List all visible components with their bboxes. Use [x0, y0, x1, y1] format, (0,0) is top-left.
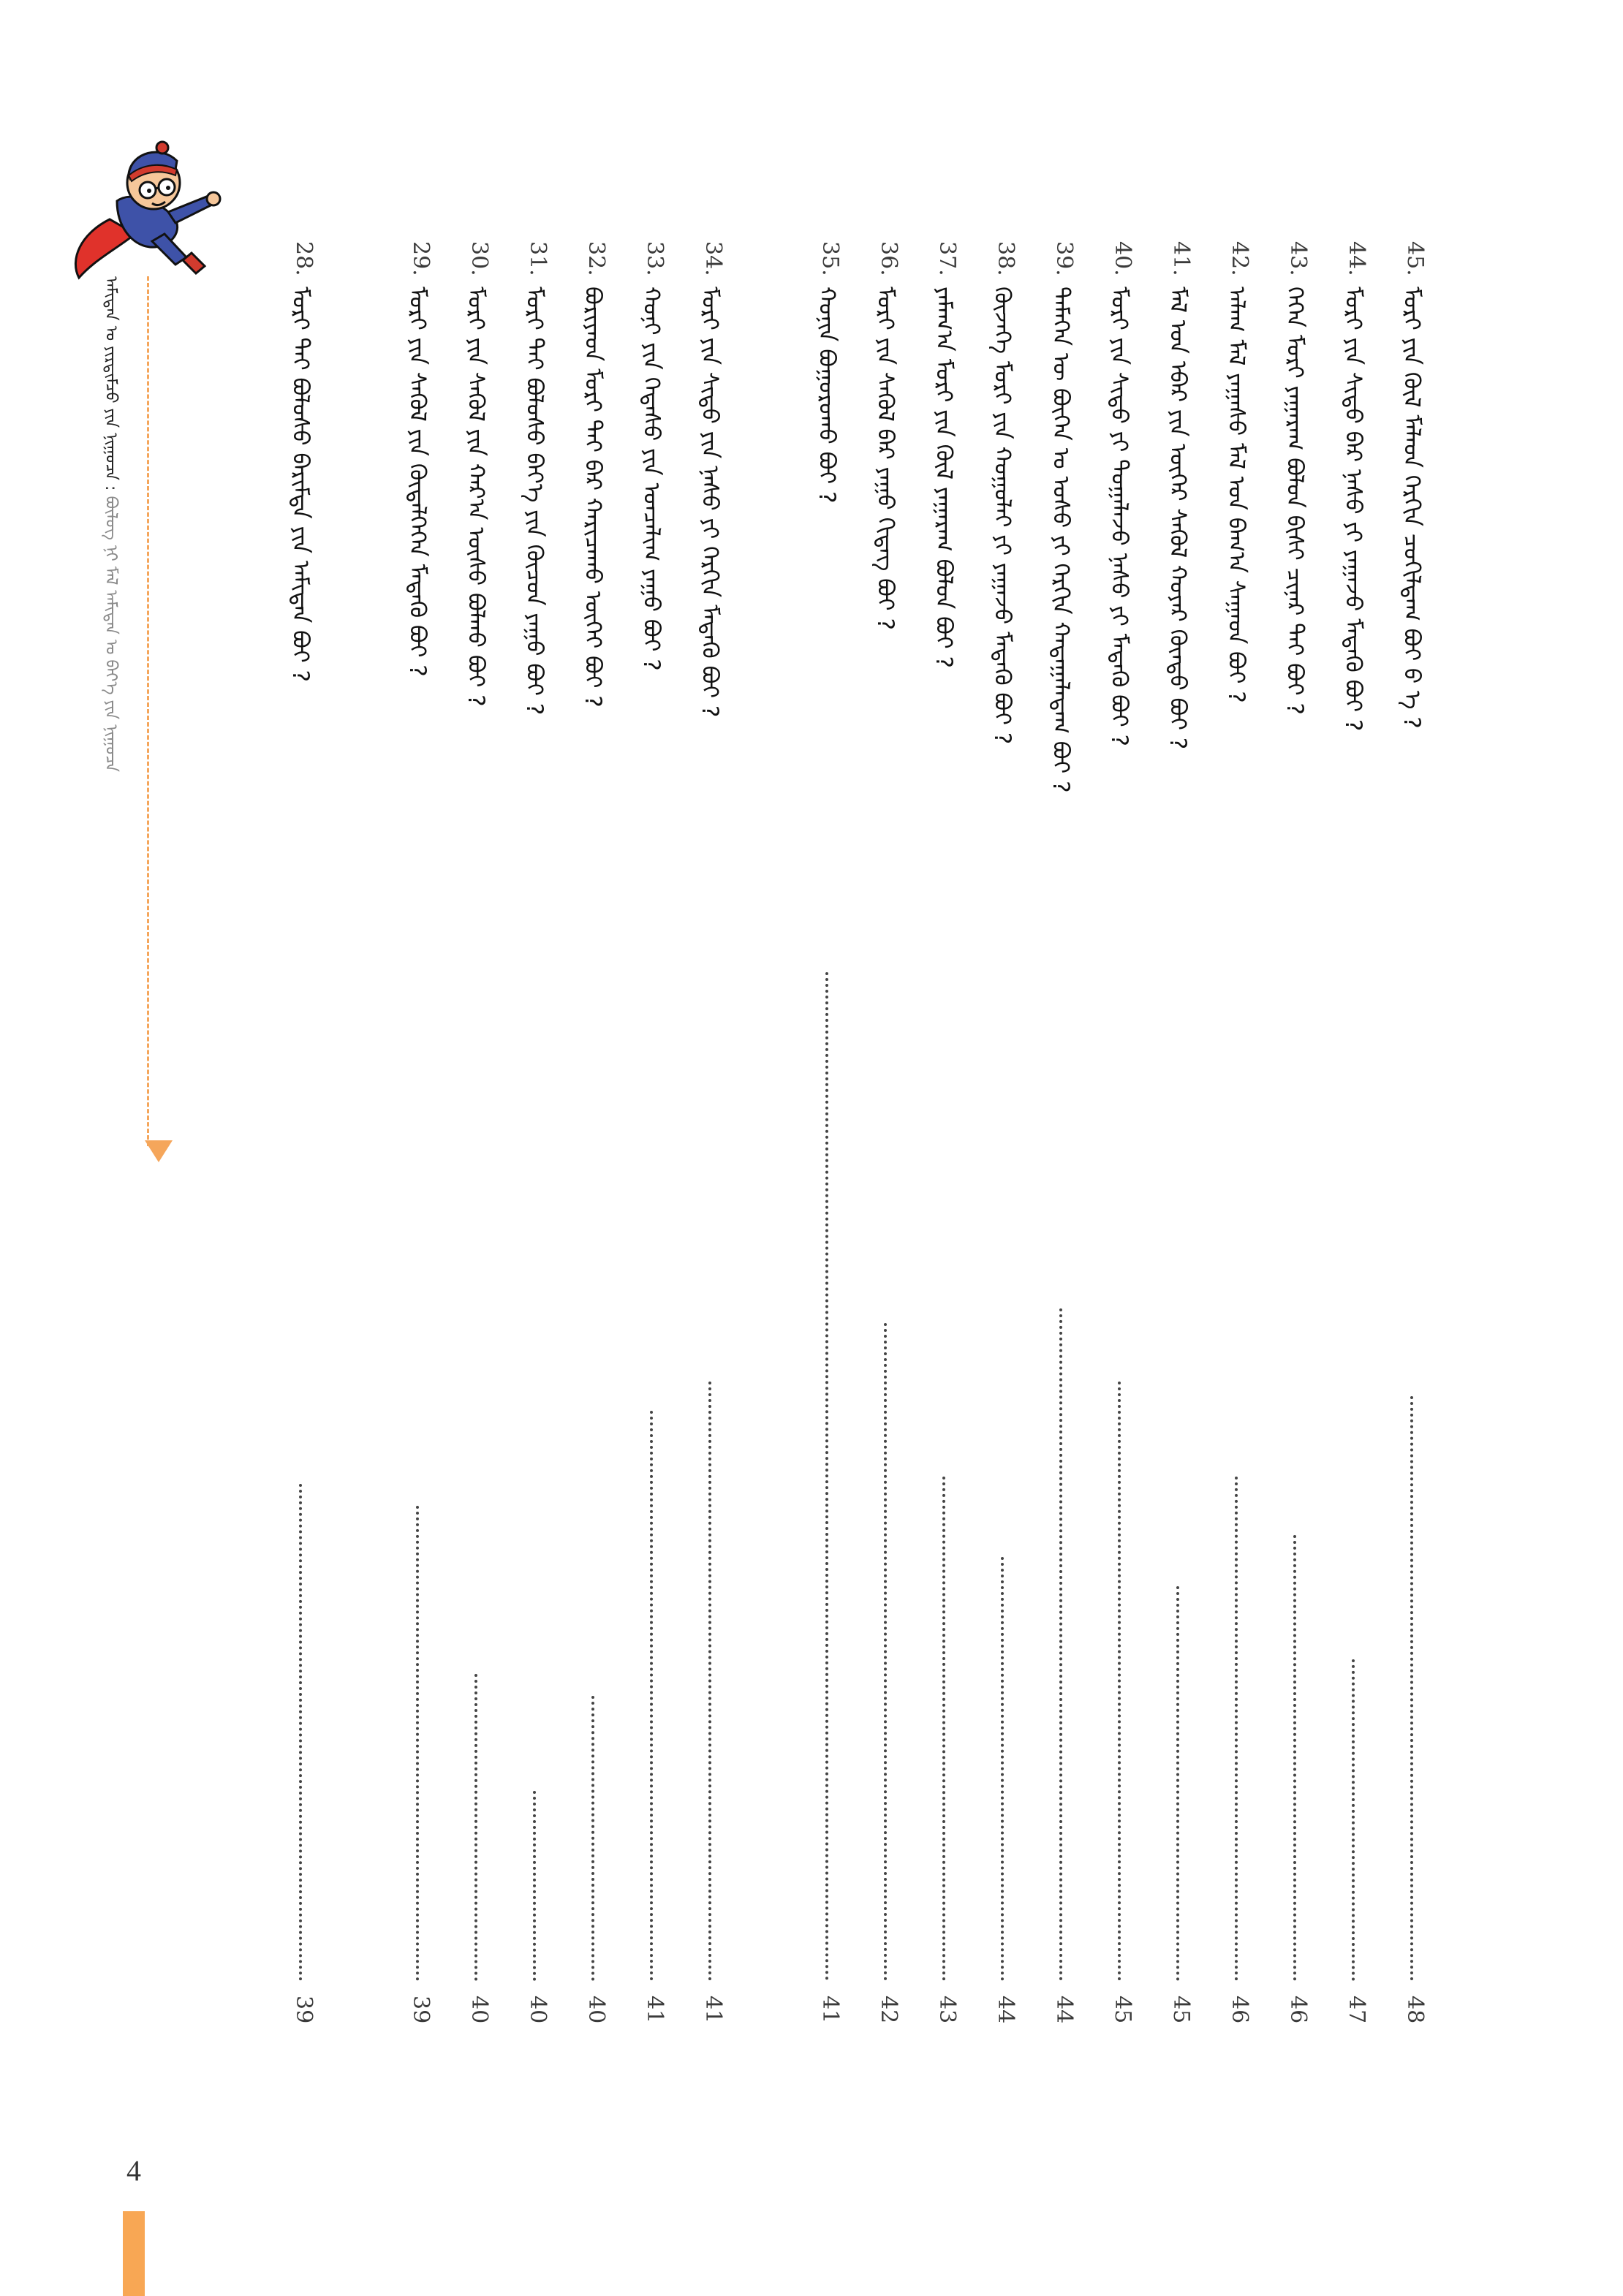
toc-entry-page: 46: [1285, 1996, 1311, 2024]
toc-entry-page: 45: [1168, 1996, 1194, 2024]
header-separator: :: [102, 485, 120, 496]
toc-dot-leader: [416, 1506, 419, 1981]
toc-entry-page: 41: [700, 1996, 726, 2024]
toc-dot-leader: [1235, 1477, 1238, 1981]
toc-entry-page: 40: [466, 1996, 492, 2024]
toc-entry-number: 30.: [466, 241, 492, 276]
toc-entry-title: ᠬᠣᠨᠢᠨ ᠪᠣᠭᠣᠷᠤᠬᠤ ᠪᠤᠢ ?: [814, 287, 840, 504]
toc-entry-number: 35.: [817, 241, 843, 276]
toc-entry-title: ᠮᠣᠷᠢ ᠲᠠᠢ ᠪᠣᠯᠣᠰᠤ ᠪᠡᠶ᠎ᠡ ᠶᠢᠨ ᠬᠦᠴᠦᠨ ᠶᠠᠭᠤ ᠪᠤᠢ ?: [521, 287, 548, 716]
toc-entry-page: 44: [993, 1996, 1018, 2024]
toc-entry-number: 45.: [1402, 241, 1428, 276]
toc-entry-page: 46: [1227, 1996, 1252, 2024]
toc-dot-leader: [474, 1674, 477, 1981]
toc-dot-leader: [299, 1484, 302, 1981]
toc-entry-number: 42.: [1227, 241, 1252, 276]
header-dashed-divider: [147, 276, 149, 1146]
toc-entry-title: ᠭᠦᠵᠡᠭᠡ ᠮᠣᠷᠢ ᠶᠢᠨ ᠬᠣᠭᠤᠯᠠᠢ ᠶᠢ ᠶᠠᠭᠠᠵᠤ ᠮᠡᠳᠡᠬᠦ ᠪᠤᠢ ?: [989, 287, 1015, 745]
toc-dot-leader: [1118, 1382, 1121, 1981]
toc-entry-title: ᠲᠡᠮᠡᠭᠡᠨ ᠦ ᠪᠦᠬᠡᠨ ᠤ ᠤᠰᠤ ᠶᠢ ᠬᠡᠷᠬᠢᠨ ᠬᠠᠳᠠᠭᠠᠯᠠᠳᠠᠭ ᠪᠤᠢ ?: [1048, 287, 1074, 793]
toc-entry-page: 41: [817, 1996, 843, 2024]
series-title: ᠠᠮᠢᠲᠠᠨ ᠤ ᠶᠢᠷᠲᠢᠮᠴᠦ ᠶᠢᠨ ᠨᠢᠭᠤᠴᠠ: [102, 276, 120, 481]
toc-entry-number: 44.: [1344, 241, 1369, 276]
toc-dot-leader: [533, 1791, 536, 1981]
toc-entry-number: 36.: [876, 241, 901, 276]
toc-entry-number: 31.: [525, 241, 551, 276]
toc-entry-number: 38.: [993, 241, 1018, 276]
page-edge-tab: [123, 2211, 145, 2296]
toc-entry-title: ᠮᠣᠷᠢ ᠲᠠᠢ ᠪᠣᠯᠣᠰᠤ ᠪᠠᠷᠢᠮᠲᠠ ᠶᠢᠨ ᠠᠮᠢᠲᠠᠨ ᠪᠤᠢ ?: [287, 287, 314, 682]
toc-entry-number: 33.: [642, 241, 667, 276]
toc-dot-leader: [591, 1696, 594, 1981]
toc-entry-page: 40: [583, 1996, 609, 2024]
toc-entry-title: ᠮᠣᠷᠢ ᠶᠢᠨ ᠰᠢᠳᠦ ᠪᠡᠷ ᠨᠠᠰᠤ ᠶᠢ ᠶᠠᠭᠠᠵᠤ ᠮᠡᠳᠡᠬᠦ ᠪᠤᠢ ?: [1340, 287, 1366, 732]
toc-entry-number: 40.: [1110, 241, 1135, 276]
toc-entry-title: ᠮᠠᠯ ᠤᠨ ᠡᠪᠡᠷ ᠶᠢᠨ ᠦᠬᠡᠷ ᠰᠡᠭᠦᠯ ᠬᠣᠶᠠᠷ ᠬᠦᠨᠳᠦ ᠪᠤᠢ ?: [1165, 287, 1191, 750]
toc-dot-leader: [708, 1382, 711, 1981]
toc-dot-leader: [1059, 1308, 1062, 1981]
toc-dot-leader: [650, 1411, 653, 1981]
toc-entry-page: 48: [1402, 1996, 1428, 2024]
toc-dot-leader: [942, 1477, 945, 1981]
running-header: [99, 276, 124, 772]
toc-entry-page: 40: [525, 1996, 551, 2024]
toc-entry-page: 41: [642, 1996, 667, 2024]
toc-entry-title: ᠶᠠᠮᠠᠭ᠎ᠠ ᠮᠣᠷᠢ ᠶᠢᠨ ᠬᠥᠯ ᠶᠠᠭᠠᠷᠠᠭ ᠪᠣᠯᠤᠨ ᠪᠤᠢ ?: [931, 287, 957, 668]
toc-entry-title: ᠮᠣᠷᠢ ᠶᠢᠨ ᠬᠦᠯ ᠮᠠᠯᠠᠳ ᠬᠡᠷᠬᠢᠨ ᠴᠣᠬᠢᠯᠳᠠᠭ ᠪᠤᠢ ᠪ ᠡ ?: [1399, 287, 1425, 729]
toc-dot-leader: [1352, 1659, 1355, 1981]
toc-entry-page: 44: [1051, 1996, 1077, 2024]
toc-entry-page: 45: [1110, 1996, 1135, 2024]
toc-entry-number: 34.: [700, 241, 726, 276]
chapter-title: ᠪᠦᠯᠦᠭ ᠨᠢ ᠮᠠᠯ ᠠᠮᠢᠲᠠᠨ ᠤ ᠪᠡᠶ᠎ᠡ ᠶᠢᠨ ᠨᠢᠭᠤᠴᠠ: [102, 496, 120, 772]
toc-entry-title: ᠠᠯᠠᠭ ᠮᠠᠯ ᠶᠠᠭᠠᠰᠤ ᠮᠠᠯ ᠤᠨ ᠪᠠᠭ᠎ᠠ ᠰᠠᠭᠠᠳ ᠪᠤᠢ ?: [1223, 287, 1249, 703]
toc-dot-leader: [1410, 1396, 1413, 1981]
toc-dot-leader: [1001, 1557, 1004, 1981]
toc-entry-number: 29.: [408, 241, 434, 276]
toc-entry-title: ᠮᠣᠷᠢ ᠶᠢᠨ ᠰᠡᠭᠦᠯ ᠶᠢᠨ ᠬᠠᠷ᠎ᠠ ᠦᠰᠦ ᠪᠣᠯᠬᠤ ᠪᠤᠢ ?: [463, 287, 489, 707]
toc-entry-title: ᠭᠡᠭᠡᠨ ᠮᠣᠷᠢ ᠶᠠᠭᠠᠷᠠᠭ ᠪᠣᠯᠤᠨ ᠪᠢᠰᠢ ᠴᠢᠨᠠᠷ ᠲᠠᠢ ᠪᠤᠢ ?: [1282, 287, 1308, 715]
toc-entry-title: ᠮᠣᠷᠢ ᠶᠢᠨ ᠰᠡᠭᠦᠯ ᠶᠢᠨ ᠬᠥᠳᠡᠯᠭᠡᠭᠡᠨ ᠮᠡᠳᠡᠬᠦ ᠪᠤᠢ ?: [404, 287, 431, 677]
toc-entry-page: 39: [291, 1996, 317, 2024]
flying-boy-mascot-icon: [66, 132, 227, 285]
toc-entry-title: ᠬᠣᠨᠢ ᠶᠢᠨ ᠭᠡᠳᠡᠰᠦ ᠶᠢᠨ ᠣᠨᠴᠠᠯᠢᠭ ᠶᠠᠭᠤ ᠪᠤᠢ ?: [638, 287, 665, 671]
toc-entry-number: 37.: [934, 241, 960, 276]
toc-dot-leader: [884, 1323, 887, 1981]
toc-entry-page: 43: [934, 1996, 960, 2024]
toc-entry-page: 47: [1344, 1996, 1369, 2024]
header-arrow-icon: [145, 1140, 173, 1162]
toc-entry-page: 42: [876, 1996, 901, 2024]
toc-entry-page: 39: [408, 1996, 434, 2024]
page-number: 4: [126, 2154, 141, 2187]
toc-entry-number: 39.: [1051, 241, 1077, 276]
toc-entry-title: ᠪᠤᠷᠢᠶᠠᠳ ᠮᠣᠷᠢ ᠲᠠᠢ ᠪᠡᠷ ᠬᠠᠷᠢᠴᠠᠬᠤ ᠦᠭᠡᠢ ᠪᠤᠢ ?: [580, 287, 606, 708]
toc-dot-leader: [1176, 1586, 1179, 1981]
toc-dot-leader: [1293, 1535, 1296, 1981]
toc-dot-leader: [825, 972, 828, 1981]
toc-entry-number: 32.: [583, 241, 609, 276]
toc-entry-number: 41.: [1168, 241, 1194, 276]
toc-entry-number: 43.: [1285, 241, 1311, 276]
toc-entry-title: ᠮᠣᠷᠢ ᠶᠢᠨ ᠰᠡᠭᠦᠯ ᠪᠡᠷ ᠶᠠᠭᠤ ᠬᠢᠳᠡᠭ ᠪᠤᠢ ?: [872, 287, 898, 630]
toc-entry-title: ᠮᠣᠷᠢ ᠶᠢᠨ ᠰᠢᠳᠦ ᠶᠢᠨ ᠨᠠᠰᠤ ᠶᠢ ᠬᠡᠷᠬᠢᠨ ᠮᠡᠳᠡᠬᠦ ᠪᠤᠢ ?: [697, 287, 723, 718]
toc-entry-number: 28.: [291, 241, 317, 276]
toc-entry-title: ᠮᠣᠷᠢ ᠶᠢᠨ ᠰᠢᠳᠦ ᠶᠢ ᠲᠣᠭᠠᠯᠠᠵᠤ ᠨᠠᠰᠤ ᠶᠢ ᠮᠡᠳᠡᠬᠦ ᠪᠤᠢ ?: [1106, 287, 1132, 746]
